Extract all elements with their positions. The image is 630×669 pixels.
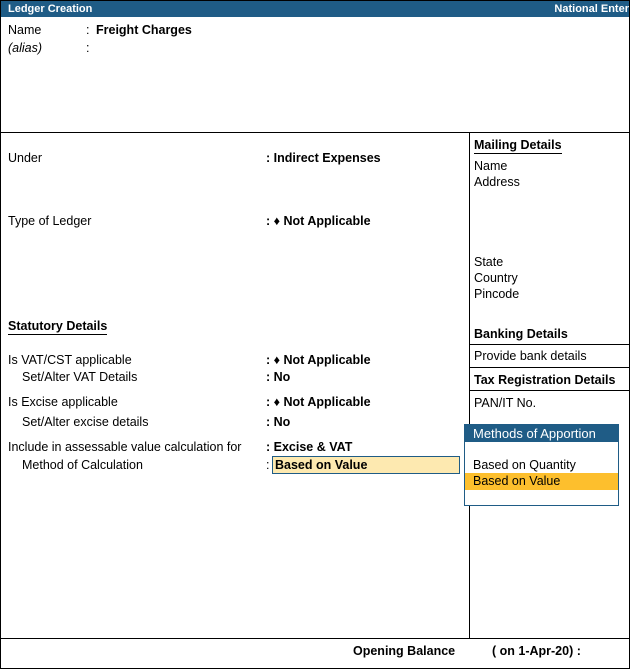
tax-top-divider [470,367,629,368]
mailing-pincode-label: Pincode [474,287,520,301]
pan-label: PAN/IT No. [474,396,537,410]
alias-input[interactable] [96,40,296,56]
excise-alter-label: Set/Alter excise details [22,415,149,429]
banking-details-heading: Banking Details [474,327,568,341]
vat-alter-value[interactable]: : No [266,370,291,384]
method-of-calculation-value: Based on Value [275,458,368,472]
option-based-on-quantity[interactable]: Based on Quantity [473,458,576,472]
title-bar [1,1,629,17]
statutory-details-heading: Statutory Details [8,319,108,333]
option-based-on-value[interactable] [465,473,618,490]
opening-balance-date[interactable]: ( on 1-Apr-20) : [492,644,581,658]
excise-applicable-value[interactable]: : ♦ Not Applicable [266,395,371,409]
excise-alter-value[interactable]: : No [266,415,291,429]
vat-applicable-label: Is VAT/CST applicable [8,353,132,367]
mailing-details-heading: Mailing Details [474,138,562,152]
type-of-ledger-value[interactable]: : ♦ Not Applicable [266,214,371,228]
method-of-calculation-label: Method of Calculation [22,458,143,472]
option-based-on-value-label: Based on Value [473,474,561,488]
column-divider [469,132,470,638]
mailing-address-label: Address [474,175,520,189]
type-of-ledger-label: Type of Ledger [8,214,92,228]
excise-applicable-label: Is Excise applicable [8,395,118,409]
vat-alter-label: Set/Alter VAT Details [22,370,138,384]
bank-details-label: Provide bank details [474,349,587,363]
popup-header [465,425,618,442]
banking-divider [470,344,629,345]
tax-registration-heading: Tax Registration Details [474,373,616,387]
tax-divider [470,390,629,391]
name-label: Name [8,23,42,37]
under-label: Under [8,151,43,165]
header-divider [1,132,629,133]
method-separator: : [266,458,270,472]
mailing-country-label: Country [474,271,518,285]
company-name: National Enter [554,3,629,15]
mailing-state-label: State [474,255,504,269]
alias-separator: : [86,41,90,55]
mailing-name-label: Name [474,159,508,173]
under-value[interactable]: : Indirect Expenses [266,151,381,165]
method-of-calculation-field[interactable] [272,456,460,474]
vat-applicable-value[interactable]: : ♦ Not Applicable [266,353,371,367]
name-input[interactable]: Freight Charges [96,23,192,37]
assessable-value-label: Include in assessable value calculation for [8,440,242,454]
opening-balance-label: Opening Balance [353,644,456,658]
window-title: Ledger Creation [8,3,93,15]
footer-divider [1,638,629,639]
popup-title: Methods of Apportion [473,426,596,441]
alias-label: (alias) [8,41,43,55]
methods-of-apportion-popup [464,424,619,506]
name-separator: : [86,23,90,37]
assessable-value-value[interactable]: : Excise & VAT [266,440,353,454]
